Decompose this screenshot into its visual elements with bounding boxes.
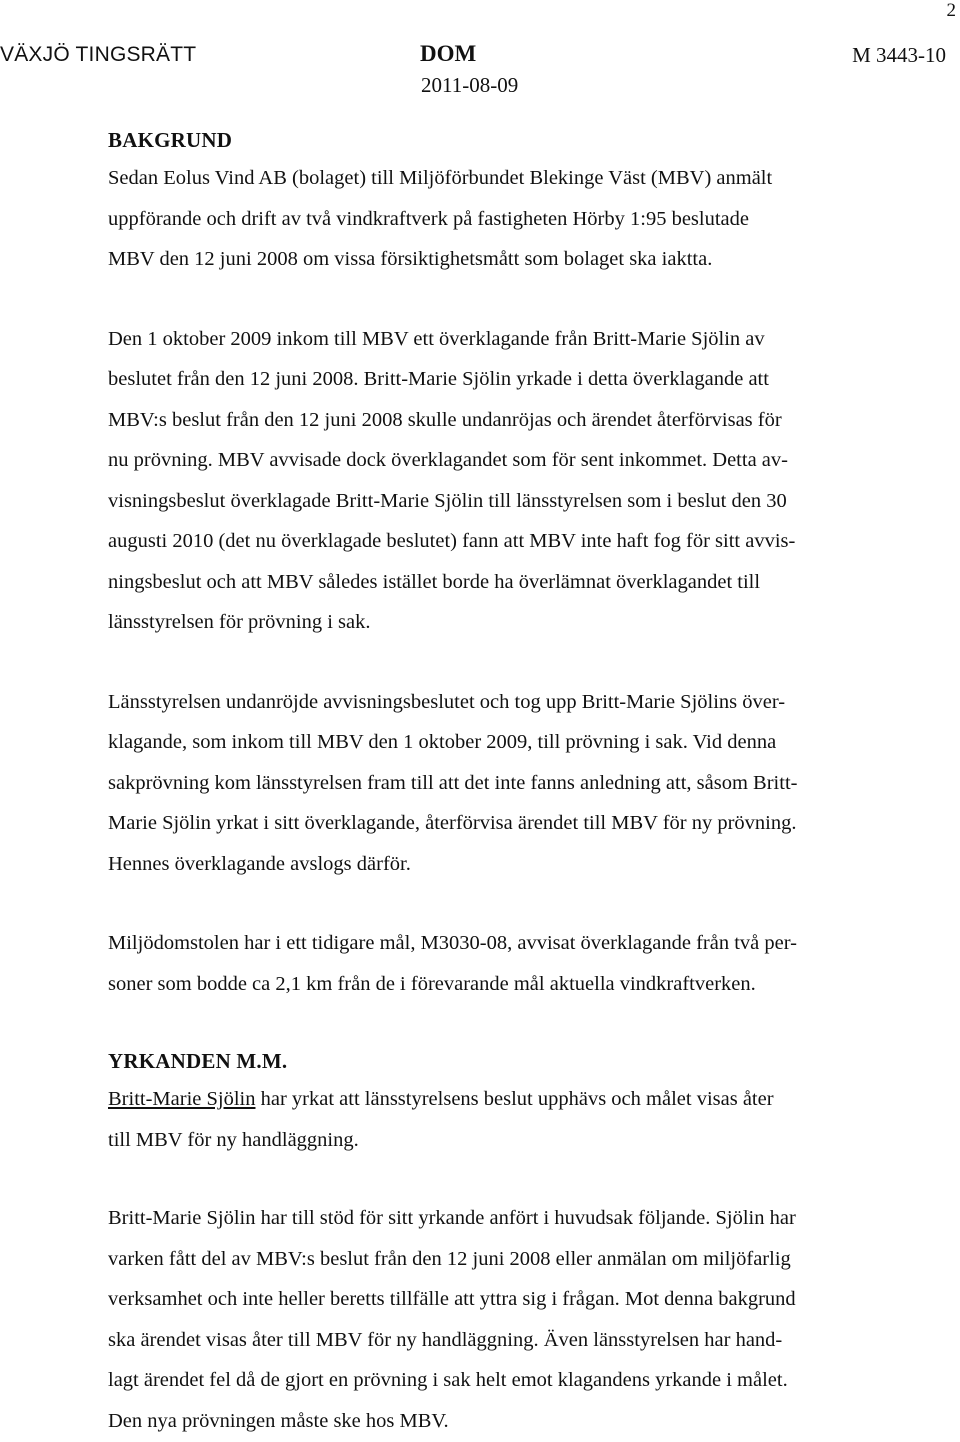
section-bakgrund [108, 122, 908, 1004]
paragraph-yrkanden-1-text: har yrkat att länsstyrelsens beslut upphävs och målet visas åter till MBV för ny handläggning. [108, 1088, 774, 1151]
document-header [0, 40, 960, 100]
paragraph-yrkanden-2: Britt-Marie Sjölin har till stöd för sitt yrkande anfört i huvudsak följande. Sjölin har varken fått del av MBV:s beslut från den 12 juni 2008 eller anmälan om miljöfarlig verksamhet och inte heller beretts tillfälle att yttra sig i frågan. Mot denna bakgrund ska ärendet visas åter till MBV för ny handläggning. Även länsstyrelsen har hand- lagt ärendet fel då de gjort en prövning i sak helt emot klagandens yrkande i målet. Den nya prövningen måste ske hos MBV. [108, 1207, 796, 1432]
document-date: 2011-08-09 [421, 73, 519, 97]
paragraph-bakgrund-3: Länsstyrelsen undanröjde avvisningsbeslutet och tog upp Britt-Marie Sjölins över- klagande, som inkom till MBV den 1 oktober 2009, till prövning i sak. Vid denna sakprövning kom länsstyrelsen fram till att det inte fanns anledning att, såsom Britt- Marie Sjölin yrkat i sitt överklagande, återförvisa ärendet till MBV för ny prövning. Hennes överklagande avslogs därför. [108, 690, 798, 875]
paragraph-bakgrund-2: Den 1 oktober 2009 inkom till MBV ett överklagande från Britt-Marie Sjölin av beslutet från den 12 juni 2008. Britt-Marie Sjölin yrkade i detta överklagande att MBV:s beslut från den 12 juni 2008 skulle undanröjas och ärendet återförvisas för nu prövning. MBV avvisade dock överklagandet som för sent inkommet. Detta av- visningsbeslut överklagade Britt-Marie Sjölin till länsstyrelsen som i beslut den 30 augusti 2010 (det nu överklagade beslutet) fann att MBV inte haft fog för sitt avvis- ningsbeslut och att MBV således istället borde ha överlämnat överklagandet till länsstyrelsen för prövning i sak. [108, 327, 796, 633]
document-type: DOM [420, 41, 477, 66]
paragraph-yrkanden-1 [108, 1079, 908, 1160]
section-yrkanden [108, 1043, 908, 1441]
section-heading-bakgrund: BAKGRUND [108, 128, 233, 152]
paragraph-bakgrund-4: Miljödomstolen har i ett tidigare mål, M3030-08, avvisat överklagande från två per- soner som bodde ca 2,1 km från de i förevarande mål aktuella vindkraftverken. [108, 932, 797, 995]
case-number: M 3443-10 [852, 43, 946, 67]
party-name-underlined: Britt-Marie Sjölin [108, 1088, 256, 1110]
page-number: 2 [946, 0, 956, 21]
court-name: VÄXJÖ TINGSRÄTT [0, 43, 197, 66]
section-heading-yrkanden: YRKANDEN M.M. [108, 1049, 288, 1073]
document-body [108, 122, 908, 1441]
paragraph-bakgrund-1: Sedan Eolus Vind AB (bolaget) till Miljöförbundet Blekinge Väst (MBV) anmält uppförande och drift av två vindkraftverk på fastigheten Hörby 1:95 beslutade MBV den 12 juni 2008 om vissa försiktighetsmått som bolaget ska iaktta. [108, 167, 773, 270]
